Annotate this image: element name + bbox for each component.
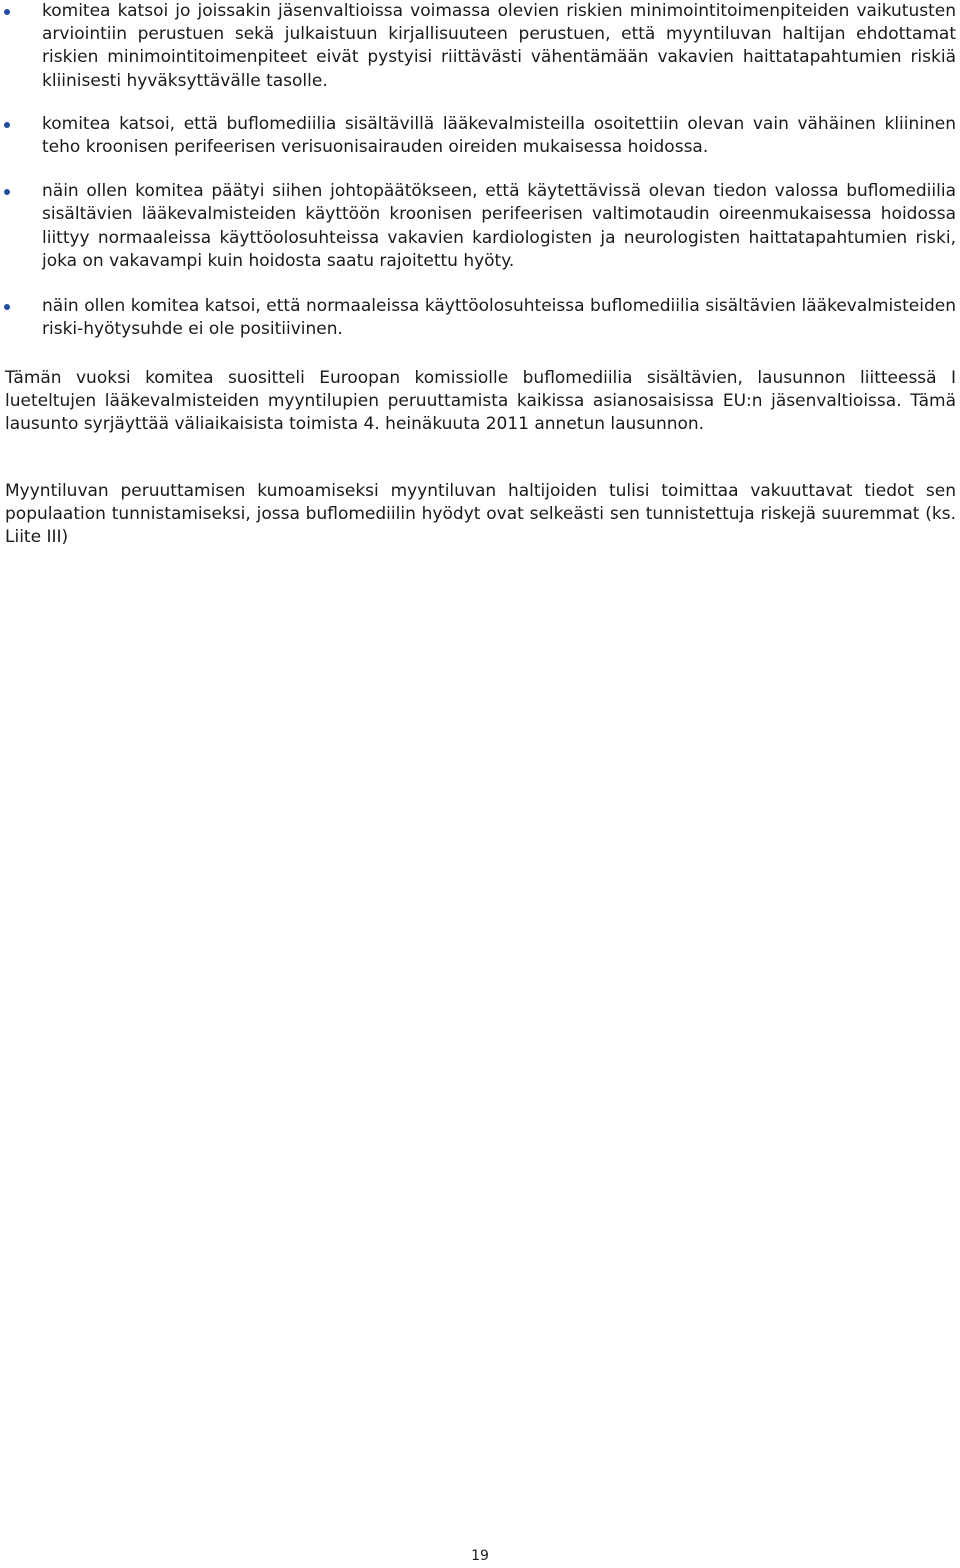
revocation-paragraph: Myyntiluvan peruuttamisen kumoamiseksi myyntiluvan haltijoiden tulisi toimittaa vakuuttavat tiedot sen populaation tunnistamiseksi, jossa buflomediilin hyödyt ovat selkeästi sen tunnistettuja riskejä suuremmat (ks. Liite III) <box>5 481 956 548</box>
conclusions-bullet-list <box>0 0 960 361</box>
bullet-icon <box>4 304 10 310</box>
bullet-icon <box>4 122 10 128</box>
bullet-item <box>0 0 960 93</box>
bullet-item <box>0 295 960 341</box>
bullet-text: komitea katsoi jo joissakin jäsenvaltioissa voimassa olevien riskien minimointitoimenpiteiden vaikutusten arviointiin perustuen sekä julkaistuun kirjallisuuteen perustuen, että myyntiluvan haltijan ehdottamat riskien minimointitoimenpiteet eivät pystyisi riittävästi vähentämään vakavien haittatapahtumien riskiä kliinisesti hyväksyttävälle tasolle. <box>42 1 956 91</box>
bullet-text: näin ollen komitea päätyi siihen johtopäätökseen, että käytettävissä olevan tiedon valossa buflomediilia sisältävien lääkevalmisteiden käyttöön kroonisen perifeerisen valtimotaudin oireenmukaisessa hoidossa liittyy normaaleissa käyttöolosuhteissa vakavien kardiologisten ja neurologisten haittatapahtumien riski, joka on vakavampi kuin hoidosta saatu rajoitettu hyöty. <box>42 181 956 271</box>
page-number: 19 <box>471 1548 489 1564</box>
bullet-icon <box>4 189 10 195</box>
bullet-icon <box>4 9 10 15</box>
bullet-text: komitea katsoi, että buflomediilia sisältävillä lääkevalmisteilla osoitettiin olevan vain vähäinen kliininen teho kroonisen perifeerisen verisuonisairauden oireiden mukaisessa hoidossa. <box>42 113 956 158</box>
recommendation-paragraph: Tämän vuoksi komitea suositteli Euroopan komissiolle buflomediilia sisältävien, lausunnon liitteessä I lueteltujen lääkevalmisteiden myyntilupien peruuttamista kaikissa asianosaisissa EU:n jäsenvaltioissa. Tämä lausunto syrjäyttää väliaikaisista toimista 4. heinäkuuta 2011 annetun lausunnon. <box>5 368 956 435</box>
bullet-text: näin ollen komitea katsoi, että normaaleissa käyttöolosuhteissa buflomediilia sisältävien lääkevalmisteiden riski-hyötysuhde ei ole positiivinen. <box>42 296 956 340</box>
bullet-item <box>0 180 960 273</box>
bullet-item <box>0 113 960 159</box>
